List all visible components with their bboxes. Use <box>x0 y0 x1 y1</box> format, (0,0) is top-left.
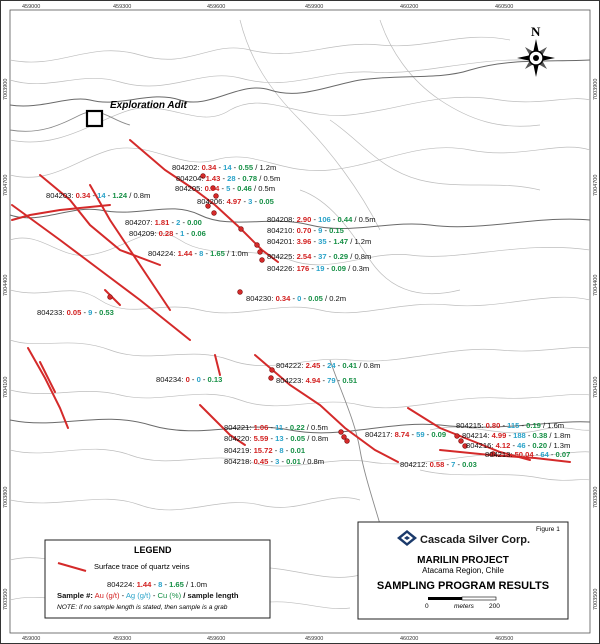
sample-point <box>258 250 263 255</box>
sample-point <box>339 430 344 435</box>
y-tick: 7004700 <box>3 174 9 196</box>
legend <box>45 540 270 618</box>
y-tick: 7004400 <box>3 274 9 296</box>
x-tick: 459600 <box>207 636 226 642</box>
x-tick: 460500 <box>495 4 514 10</box>
sample-label: 804202: 0.34 - 14 - 0.55 / 1.2m <box>172 163 277 172</box>
scale-start: 0 <box>425 603 429 610</box>
x-tick: 459000 <box>22 4 41 10</box>
sample-label: 804209: 0.28 - 1 - 0.06 <box>129 229 206 238</box>
x-tick: 460500 <box>495 636 514 642</box>
sample-label: 804222: 2.45 - 24 - 0.41 / 0.8m <box>276 361 381 370</box>
y-tick: 7003900 <box>3 78 9 100</box>
sample-label: 804203: 0.34 - 14 - 1.24 / 0.8m <box>46 191 151 200</box>
sample-point <box>108 295 113 300</box>
sample-label: 804201: 3.96 - 35 - 1.47 / 1.2m <box>267 237 372 246</box>
sample-label: 804234: 0 - 0 - 0.13 <box>156 375 223 384</box>
exploration-adit-label: Exploration Adit <box>110 100 187 111</box>
map-heading: SAMPLING PROGRAM RESULTS <box>376 580 550 592</box>
y-tick: 7004700 <box>593 174 599 196</box>
y-tick: 7003900 <box>593 78 599 100</box>
sample-point <box>270 368 275 373</box>
project-region: Atacama Region, Chile <box>422 566 504 575</box>
sample-label: 804205: 0.34 - 5 - 0.46 / 0.5m <box>175 184 276 193</box>
sample-label: 804224: 1.44 - 8 - 1.65 / 1.0m <box>148 249 249 258</box>
sample-point <box>260 258 265 263</box>
sample-point <box>212 211 217 216</box>
project-name: MARILIN PROJECT <box>417 555 509 566</box>
sample-label: 804206: 4.97 - 3 - 0.05 <box>197 197 274 206</box>
sample-label: 804218: 0.45 - 3 - 0.01 / 0.8m <box>224 457 325 466</box>
sample-label: 804221: 1.06 - 11 - 0.22 / 0.5m <box>224 423 328 432</box>
sample-point <box>238 290 243 295</box>
figure-number: Figure 1 <box>536 526 560 533</box>
legend-key: Sample #: Au (g/t) - Ag (g/t) - Cu (%) / sample length <box>57 591 239 600</box>
sample-label: 804212: 0.58 - 7 - 0.03 <box>400 460 477 469</box>
sample-point <box>345 439 350 444</box>
sample-label: 804233: 0.05 - 9 - 0.53 <box>37 308 114 317</box>
sample-label: 804213: 50.04 - 64 - 0.07 <box>485 450 571 459</box>
north-label: N <box>531 24 541 39</box>
sample-label: 804219: 15.72 - 8 - 0.01 <box>224 446 306 455</box>
scale-end: 200 <box>489 603 500 610</box>
x-tick: 459000 <box>22 636 41 642</box>
y-tick: 7003800 <box>3 486 9 508</box>
sample-point <box>269 376 274 381</box>
sample-label: 804208: 2.90 - 106 - 0.44 / 0.5m <box>267 215 376 224</box>
x-tick: 460200 <box>400 636 419 642</box>
x-tick: 459900 <box>305 636 324 642</box>
legend-title: LEGEND <box>134 545 172 555</box>
x-tick: 459600 <box>207 4 226 10</box>
sample-label: 804207: 1.81 - 2 - 0.00 <box>125 218 202 227</box>
sample-label: 804220: 5.59 - 13 - 0.05 / 0.8m <box>224 434 329 443</box>
sample-point <box>255 243 260 248</box>
scale-unit: meters <box>454 603 474 610</box>
x-tick: 459900 <box>305 4 324 10</box>
y-tick: 7004100 <box>593 376 599 398</box>
y-tick: 7004100 <box>3 376 9 398</box>
y-tick: 7003800 <box>593 486 599 508</box>
y-tick: 7003500 <box>3 588 9 610</box>
legend-example: 804224: 1.44 - 8 - 1.65 / 1.0m <box>107 580 208 589</box>
legend-note: NOTE: if no sample length is stated, then sample is a grab <box>57 604 228 611</box>
title-block <box>358 522 568 619</box>
sample-point <box>239 227 244 232</box>
sample-label: 804216: 4.12 - 46 - 0.20 / 1.3m <box>466 441 571 450</box>
company-name: Cascada Silver Corp. <box>420 534 531 546</box>
x-tick: 460200 <box>400 4 419 10</box>
sample-label: 804215: 0.80 - 115 - 0.19 / 1.6m <box>456 421 565 430</box>
sample-label: 804204: 1.43 - 28 - 0.78 / 0.5m <box>176 174 281 183</box>
sample-label: 804226: 176 - 19 - 0.09 / 0.3m <box>267 264 370 273</box>
y-tick: 7003500 <box>593 588 599 610</box>
sample-label: 804217: 8.74 - 59 - 0.09 <box>365 430 447 439</box>
sample-label: 804214: 4.99 - 188 - 0.38 / 1.8m <box>462 431 571 440</box>
y-tick: 7004400 <box>593 274 599 296</box>
sample-label: 804223: 4.94 - 79 - 0.51 <box>276 376 358 385</box>
x-tick: 459300 <box>113 4 132 10</box>
sample-label: 804210: 0.70 - 9 - 0.15 <box>267 226 344 235</box>
legend-vein-label: Surface trace of quartz veins <box>94 562 190 571</box>
exploration-adit-marker <box>87 111 102 126</box>
sample-label: 804230: 0.34 - 0 - 0.05 / 0.2m <box>246 294 347 303</box>
sample-point <box>455 434 460 439</box>
x-tick: 459300 <box>113 636 132 642</box>
sample-label: 804225: 2.54 - 37 - 0.29 / 0.8m <box>267 252 372 261</box>
